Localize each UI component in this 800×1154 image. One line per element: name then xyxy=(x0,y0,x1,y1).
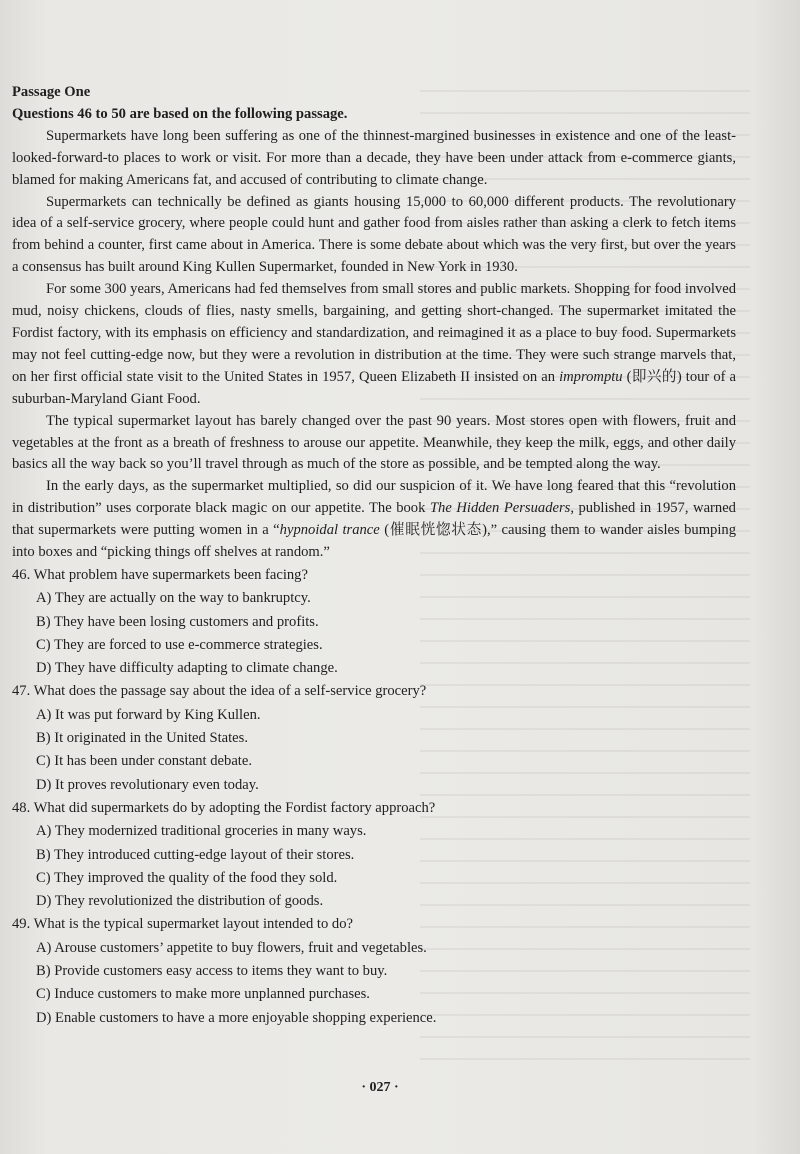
option-d: D) It proves revolutionary even today. xyxy=(36,776,259,793)
paragraph-4: The typical supermarket layout has barely changed over the past 90 years. Most stores open with flowers, fruit and vegetables at the front as a breath of freshness to arouse our appetite. Meanwhile, they keep the milk, eggs, and other daily basics all the way back so you’ll travel through as much of the store as possible, and be tempted along the way. xyxy=(12,412,736,473)
option-a: A) They modernized traditional groceries in many ways. xyxy=(36,823,367,840)
question-stem: 46. What problem have supermarkets been facing? xyxy=(12,566,308,583)
option-b: B) It originated in the United States. xyxy=(36,730,248,747)
paragraph-3-end: tour of a suburban-Maryland Giant Food. xyxy=(12,368,736,407)
book-title: The Hidden Persuaders xyxy=(429,500,571,517)
question-47 xyxy=(12,680,736,796)
page-number: · 027 · xyxy=(361,1080,399,1095)
paragraph-5-mid: , published in 1957, warned that supermarkets were putting women in a “ xyxy=(12,500,736,539)
option-c: C) They are forced to use e-commerce strategies. xyxy=(36,636,323,653)
question-stem: 48. What did supermarkets do by adopting the Fordist factory approach? xyxy=(12,799,436,816)
passage-content xyxy=(12,82,736,1030)
option-a: A) It was put forward by King Kullen. xyxy=(36,706,261,723)
option-d: D) They revolutionized the distribution of goods. xyxy=(36,893,324,910)
option-b: B) They have been losing customers and profits. xyxy=(36,613,319,630)
question-48 xyxy=(12,797,736,913)
instructions: Questions 46 to 50 are based on the following passage. xyxy=(12,105,348,122)
option-c: C) They improved the quality of the food they sold. xyxy=(36,869,338,886)
paragraph-3-text: For some 300 years, Americans had fed themselves from small stores and public markets. Shopping for food involved mud, noisy chickens, clouds of flies, nasty smells, bargaining, and getting short-changed. The supermarket imitated the Fordist factory, with its emphasis on efficiency and standardization, and reimagined it as a place to buy food. Supermarkets may not feel cutting-edge now, but they were a revolution in distribution at the time. They were such strange marvels that, on her first official state visit to the United States in 1957, Queen Elizabeth II insisted on an xyxy=(12,281,736,385)
question-stem: 49. What is the typical supermarket layout intended to do? xyxy=(12,916,353,933)
option-a: A) Arouse customers’ appetite to buy flowers, fruit and vegetables. xyxy=(36,939,427,956)
trance-gloss: (催眠恍惚状态) xyxy=(379,522,487,539)
question-stem: 47. What does the passage say about the idea of a self-service grocery? xyxy=(12,683,427,700)
impromptu-term: impromptu xyxy=(559,368,623,385)
option-c: C) It has been under constant debate. xyxy=(36,753,252,770)
paragraph-5-end: ,” causing them to wander aisles bumping into boxes and “picking things off shelves at random.” xyxy=(12,522,737,561)
paragraph-5-text: In the early days, as the supermarket multiplied, so did our suspicion of it. We have long feared that this “revolution in distribution” uses corporate black magic on our appetite. The book xyxy=(12,478,736,517)
option-b: B) They introduced cutting-edge layout of their stores. xyxy=(36,846,355,863)
trance-term: hypnoidal trance xyxy=(279,522,380,539)
option-d: D) Enable customers to have a more enjoyable shopping experience. xyxy=(36,1009,437,1026)
impromptu-gloss: (即兴的) xyxy=(622,368,686,385)
option-c: C) Induce customers to make more unplanned purchases. xyxy=(36,986,370,1003)
paragraph-2: Supermarkets can technically be defined as giants housing 15,000 to 60,000 different products. The revolutionary idea of a self-service grocery, where people could hunt and gather food from aisles rather than asking a clerk to fetch items from behind a counter, first came about in America. There is some debate about which was the very first, but over the years a consensus has built around King Kullen Supermarket, founded in New York in 1930. xyxy=(12,193,736,276)
paragraph-3 xyxy=(12,279,736,410)
paragraph-5 xyxy=(12,476,736,564)
option-a: A) They are actually on the way to bankruptcy. xyxy=(36,590,311,607)
passage-title: Passage One xyxy=(12,84,91,100)
option-b: B) Provide customers easy access to items they want to buy. xyxy=(36,962,388,979)
option-d: D) They have difficulty adapting to climate change. xyxy=(36,660,338,677)
question-46 xyxy=(12,564,736,680)
question-49 xyxy=(12,913,736,1029)
paragraph-1: Supermarkets have long been suffering as one of the thinnest-margined businesses in existence and one of the least-looked-forward-to places to work or visit. For more than a decade, they have been under attack from e-commerce giants, blamed for making Americans fat, and accused of contributing to climate change. xyxy=(12,127,736,188)
